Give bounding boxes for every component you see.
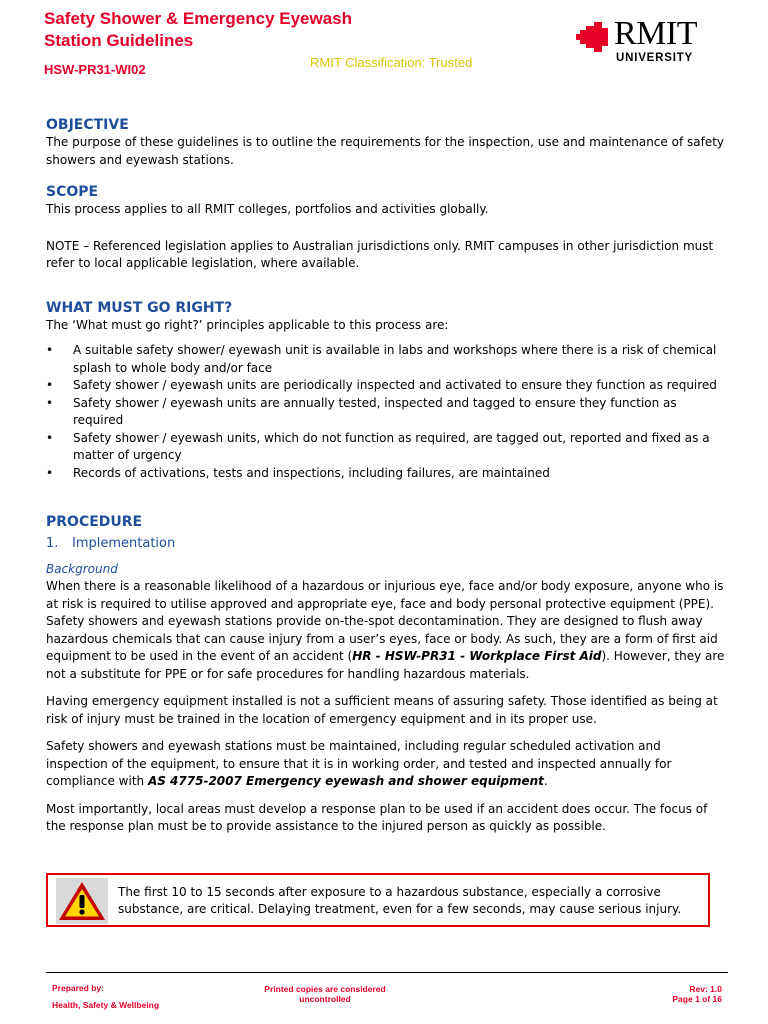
warning-text: The first 10 to 15 seconds after exposure to a hazardous substance, especially a corrosive substance, are critical. Delaying treatment, even for a few seconds, may cause serious injury. — [118, 885, 682, 916]
background-paragraph-3: Safety showers and eyewash stations must be maintained, including regular scheduled activation and inspection of the equipment, to ensure that it is in working order, and tested and inspected annually for compliance with AS 4775-2007 Emergency eyewash and shower equipment. — [46, 739, 672, 788]
document-body — [46, 116, 726, 836]
prepared-label: Prepared by: — [52, 983, 104, 993]
page-number: Page 1 of 16 — [672, 994, 722, 1004]
footer-prepared-by — [52, 980, 159, 1014]
scope-heading: SCOPE — [46, 184, 99, 200]
principles-list — [46, 342, 726, 482]
background-subheading: Background — [46, 561, 118, 576]
procedure-heading: PROCEDURE — [46, 514, 143, 530]
footer-revision — [672, 984, 722, 1004]
warning-triangle-icon — [56, 878, 108, 924]
what-must-go-right-intro: The ‘What must go right?’ principles applicable to this process are: — [46, 317, 449, 332]
rmit-logo — [576, 15, 716, 68]
section-heading — [46, 535, 726, 553]
document-code: HSW-PR31-WI02 — [44, 62, 146, 77]
section-number: 1. — [46, 536, 59, 551]
footer-printed-note: Printed copies are considered uncontrolled — [264, 984, 386, 1004]
list-item: • Safety shower / eyewash units are annually tested, inspected and tagged to ensure they function as required — [46, 395, 726, 430]
warning-callout — [46, 873, 710, 927]
list-item: • Records of activations, tests and inspections, including failures, are maintained — [46, 465, 726, 483]
background-paragraph-4: Most importantly, local areas must develop a response plan to be used if an accident does occur. The focus of the response plan must be to provide assistance to the injured person as quickly as possible. — [46, 801, 708, 833]
background-paragraph-2: Having emergency equipment installed is not a sufficient means of assuring safety. Those identified as being at risk of injury must be trained in the location of emergency equipment and in its proper use. — [46, 694, 718, 726]
list-item: • Safety shower / eyewash units, which do not function as required, are tagged out, reported and fixed as a matter of urgency — [46, 430, 726, 465]
what-must-go-right-heading: WHAT MUST GO RIGHT? — [46, 299, 233, 316]
document-title: Safety Shower & Emergency Eyewash Station Guidelines — [44, 9, 353, 50]
footer-divider — [46, 972, 728, 973]
list-item: • Safety shower / eyewash units are periodically inspected and activated to ensure they function as required — [46, 377, 726, 395]
logo-text: RMIT — [614, 15, 697, 52]
section-title: Implementation — [72, 536, 176, 551]
background-paragraph-1: When there is a reasonable likelihood of a hazardous or injurious eye, face and/or body exposure, anyone who is at risk is required to utilise approved and appropriate eye, face and body personal protective equipment (PPE). Safety showers and eyewash stations provide on-the-spot decontamination. They are designed to flush away hazardous chemicals that can cause injury from a user’s eyes, face or body. As such, they are a form of first aid equipment to be used in the event of an accident (HR - HSW-PR31 - Workplace First Aid). However, they are not a substitute for PPE or for safe procedures for handling hazardous materials. — [46, 579, 725, 681]
revision-number: Rev: 1.0 — [689, 984, 722, 994]
standard-reference: AS 4775-2007 Emergency eyewash and shower equipment — [147, 774, 544, 788]
rmit-pixel-icon — [576, 22, 610, 52]
scope-text: This process applies to all RMIT colleges, portfolios and activities globally. — [46, 202, 489, 216]
objective-heading: OBJECTIVE — [46, 117, 129, 133]
classification-label: RMIT Classification: Trusted — [310, 55, 473, 70]
list-item: • A suitable safety shower/ eyewash unit is available in labs and workshops where there is a risk of chemical splash to whole body and/or face — [46, 342, 726, 377]
first-aid-reference: HR - HSW-PR31 - Workplace First Aid — [352, 649, 602, 663]
scope-note: NOTE – Referenced legislation applies to Australian jurisdictions only. RMIT campuses in other jurisdiction must refer to local applicable legislation, where available. — [46, 238, 714, 270]
prepared-by-value: Health, Safety & Wellbeing — [52, 1000, 160, 1010]
objective-text: The purpose of these guidelines is to outline the requirements for the inspection, use and maintenance of safety showers and eyewash stations. — [46, 135, 725, 167]
logo-subtext: UNIVERSITY — [616, 52, 694, 64]
